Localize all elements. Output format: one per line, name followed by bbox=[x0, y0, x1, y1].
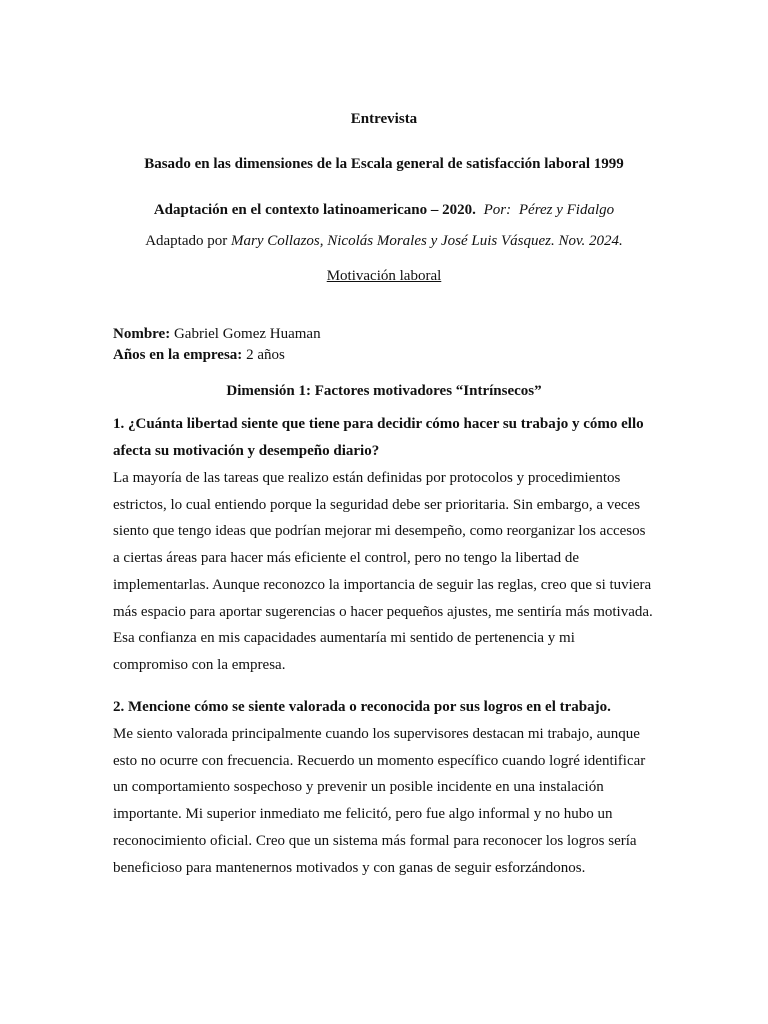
adapted-by-prefix: Adaptado por bbox=[145, 233, 231, 249]
adaptation-authors: Pérez y Fidalgo bbox=[518, 202, 615, 218]
document-subtitle: Basado en las dimensiones de la Escala general de satisfacción laboral 1999 bbox=[144, 156, 624, 172]
adaptation-line bbox=[0, 202, 768, 219]
adaptation-por-label: Por: bbox=[483, 202, 512, 218]
section-heading: Motivación laboral bbox=[326, 268, 442, 284]
answer-line: importante. Mi superior inmediato me felicitó, pero fue algo informal y no hubo un bbox=[113, 806, 613, 823]
answer-line: siento que tengo ideas que podrían mejorar mi desempeño, como reorganizar los accesos bbox=[113, 523, 646, 540]
adaptation-text: Adaptación en el contexto latinoamericano – 2020. bbox=[153, 202, 476, 218]
question-2 bbox=[113, 694, 673, 721]
answer-line: reconocimiento oficial. Creo que un sistema más formal para reconocer los logros sería bbox=[113, 832, 637, 849]
answer-1 bbox=[113, 465, 673, 679]
question-line: 2. Mencione cómo se siente valorada o reconocida por sus logros en el trabajo. bbox=[113, 699, 611, 715]
answer-line: compromiso con la empresa. bbox=[113, 656, 286, 673]
adapted-by-line bbox=[0, 233, 768, 250]
respondent-name bbox=[113, 326, 321, 343]
name-label: Nombre: bbox=[113, 326, 171, 342]
respondent-years bbox=[113, 347, 285, 364]
answer-line: La mayoría de las tareas que realizo están definidas por protocolos y procedimientos bbox=[113, 470, 621, 486]
question-line: 1. ¿Cuánta libertad siente que tiene para decidir cómo hacer su trabajo y cómo ello bbox=[113, 416, 644, 432]
answer-line: implementarlas. Aunque reconozco la importancia de seguir las reglas, creo que si tuviera bbox=[113, 576, 652, 593]
answer-line: a ciertas áreas para hacer más eficiente el control, pero no tengo la libertad de bbox=[113, 550, 580, 567]
dimension-heading: Dimensión 1: Factores motivadores “Intrínsecos” bbox=[226, 383, 542, 399]
answer-line: un comportamiento sospechoso y prevenir un posible incidente en una instalación bbox=[113, 779, 604, 796]
name-value: Gabriel Gomez Huaman bbox=[170, 326, 321, 342]
question-1 bbox=[113, 411, 673, 464]
answer-2 bbox=[113, 721, 673, 881]
answer-line: Me siento valorada principalmente cuando los supervisores destacan mi trabajo, aunque bbox=[113, 726, 640, 742]
years-label: Años en la empresa: bbox=[113, 347, 243, 363]
question-line: afecta su motivación y desempeño diario? bbox=[113, 442, 380, 459]
answer-line: estrictos, lo cual entiendo porque la seguridad debe ser prioritaria. Sin embargo, a veces bbox=[113, 496, 641, 513]
adapted-by-names: Mary Collazos, Nicolás Morales y José Luis Vásquez. Nov. 2024. bbox=[231, 233, 623, 249]
answer-line: más espacio para aportar sugerencias o hacer pequeños ajustes, me sentiría más motivada. bbox=[113, 603, 653, 620]
answer-line: Esa confianza en mis capacidades aumentaría mi sentido de pertenencia y mi bbox=[113, 630, 575, 647]
answer-line: esto no ocurre con frecuencia. Recuerdo un momento específico cuando logré identificar bbox=[113, 752, 646, 769]
document-title: Entrevista bbox=[350, 111, 418, 127]
years-value: 2 años bbox=[242, 347, 285, 363]
answer-line: beneficioso para mantenernos motivados y con ganas de seguir esforzándonos. bbox=[113, 859, 586, 876]
